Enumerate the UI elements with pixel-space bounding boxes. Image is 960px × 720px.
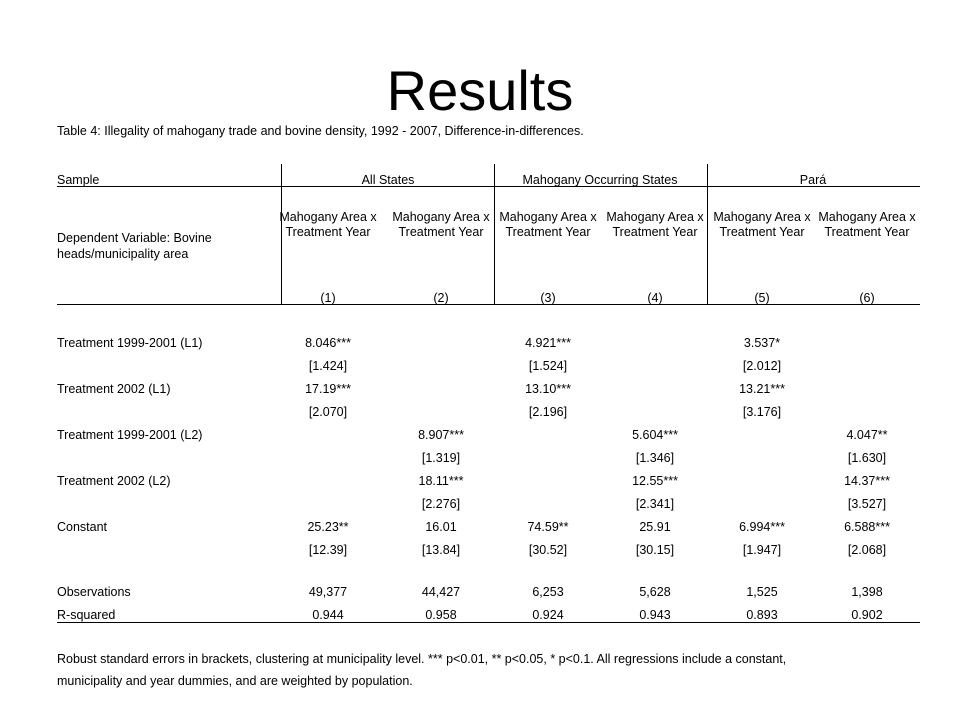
coefficient-cell: 17.19*** <box>305 382 351 396</box>
stat-label: R-squared <box>57 608 116 622</box>
standard-error-cell: [2.196] <box>528 405 568 419</box>
coefficient-cell: 13.21*** <box>739 382 785 396</box>
stat-cell: 0.902 <box>851 608 883 622</box>
coefficient-cell: 4.921*** <box>525 336 571 350</box>
coefficient-cell: 74.59** <box>527 520 569 534</box>
stat-label: Observations <box>57 585 131 599</box>
table-note-line-2: municipality and year dummies, and are weighted by population. <box>57 674 413 688</box>
standard-error-cell: [1.319] <box>421 451 461 465</box>
stat-cell: 0.958 <box>425 608 457 622</box>
standard-error-cell: [1.630] <box>847 451 887 465</box>
stat-cell: 0.893 <box>746 608 778 622</box>
standard-error-cell: [2.276] <box>421 497 461 511</box>
coefficient-cell: 25.91 <box>639 520 671 534</box>
coefficient-cell: 6.588*** <box>844 520 890 534</box>
sample-group-header: All States <box>361 173 415 187</box>
standard-error-cell: [1.346] <box>635 451 675 465</box>
row-label: Treatment 1999-2001 (L2) <box>57 428 203 442</box>
slide-title: Results <box>386 59 574 122</box>
column-header: Mahogany Area x Treatment Year <box>279 210 377 239</box>
sample-label: Sample <box>57 173 100 187</box>
row-label: Constant <box>57 520 108 534</box>
standard-error-cell: [3.176] <box>742 405 782 419</box>
standard-error-cell: [3.527] <box>847 497 887 511</box>
coefficient-cell: 8.907*** <box>418 428 464 442</box>
table-note-line-1: Robust standard errors in brackets, clustering at municipality level. *** p<0.01, ** p<0.05, * p<0.1. All regressions include a constant, <box>57 652 787 666</box>
standard-error-cell: [30.15] <box>635 543 675 557</box>
coefficient-cell: 13.10*** <box>525 382 571 396</box>
standard-error-cell: [2.070] <box>308 405 348 419</box>
standard-error-cell: [2.341] <box>635 497 675 511</box>
column-header: Mahogany Area x Treatment Year <box>499 210 597 239</box>
row-label: Treatment 2002 (L1) <box>57 382 171 396</box>
stat-cell: 6,253 <box>532 585 564 599</box>
column-header: Mahogany Area x Treatment Year <box>713 210 811 239</box>
column-number: (3) <box>540 291 556 305</box>
standard-error-cell: [2.012] <box>742 359 782 373</box>
column-number: (5) <box>754 291 770 305</box>
table-caption: Table 4: Illegality of mahogany trade and bovine density, 1992 - 2007, Difference-in-differences. <box>57 124 584 138</box>
coefficient-cell: 4.047** <box>846 428 888 442</box>
row-label: Treatment 1999-2001 (L1) <box>57 336 203 350</box>
column-number: (1) <box>320 291 336 305</box>
column-number: (4) <box>647 291 663 305</box>
coefficient-cell: 5.604*** <box>632 428 678 442</box>
column-number: (6) <box>859 291 875 305</box>
coefficient-cell: 14.37*** <box>844 474 890 488</box>
coefficient-cell: 3.537* <box>743 336 781 350</box>
sample-group-header: Mahogany Occurring States <box>522 173 678 187</box>
column-header: Mahogany Area x Treatment Year <box>392 210 490 239</box>
stat-cell: 44,427 <box>421 585 461 599</box>
coefficient-cell: 8.046*** <box>305 336 351 350</box>
sample-group-header: Pará <box>799 173 827 187</box>
standard-error-cell: [30.52] <box>528 543 568 557</box>
stat-cell: 49,377 <box>308 585 348 599</box>
standard-error-cell: [1.424] <box>308 359 348 373</box>
standard-error-cell: [12.39] <box>308 543 348 557</box>
stat-cell: 1,525 <box>746 585 778 599</box>
standard-error-cell: [1.524] <box>528 359 568 373</box>
coefficient-cell: 18.11*** <box>418 474 464 488</box>
dependent-variable-label: Dependent Variable: Bovine heads/municipality area <box>57 231 212 261</box>
stat-cell: 5,628 <box>639 585 671 599</box>
standard-error-cell: [13.84] <box>421 543 461 557</box>
column-number: (2) <box>433 291 449 305</box>
column-header: Mahogany Area x Treatment Year <box>818 210 916 239</box>
coefficient-cell: 12.55*** <box>632 474 678 488</box>
coefficient-cell: 16.01 <box>425 520 457 534</box>
coefficient-cell: 25.23** <box>307 520 349 534</box>
standard-error-cell: [1.947] <box>742 543 782 557</box>
stat-cell: 0.924 <box>532 608 564 622</box>
stat-cell: 0.943 <box>639 608 671 622</box>
column-header: Mahogany Area x Treatment Year <box>606 210 704 239</box>
coefficient-cell: 6.994*** <box>739 520 785 534</box>
standard-error-cell: [2.068] <box>847 543 887 557</box>
row-label: Treatment 2002 (L2) <box>57 474 171 488</box>
stat-cell: 1,398 <box>851 585 883 599</box>
stat-cell: 0.944 <box>312 608 344 622</box>
